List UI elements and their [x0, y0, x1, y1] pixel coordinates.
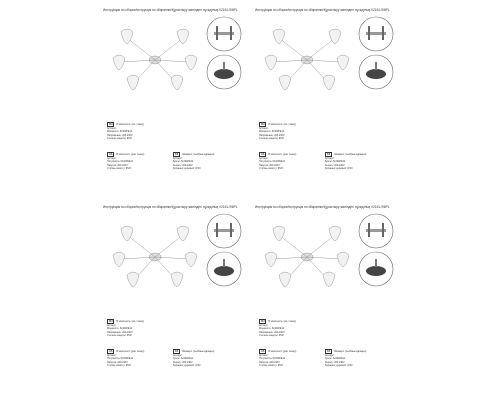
block-line: Артикул:	[107, 127, 117, 130]
canopy-detail-circle	[358, 251, 394, 287]
mounting-detail-circle	[358, 16, 394, 52]
text-block-ru	[107, 319, 144, 338]
block-line: Артикул:	[325, 354, 335, 357]
canopy-detail-circle	[206, 251, 242, 287]
block-line: Кернеу: 220-240V	[173, 360, 193, 364]
block-line: Жинақта: (сызбаны қараңыз)	[334, 350, 367, 353]
chandelier-illustration	[107, 219, 203, 295]
block-line: Қуаты: 6x40W/E14	[173, 160, 194, 164]
block-line: Қуаты: 6x40W/E14	[325, 357, 346, 361]
instruction-card	[255, 8, 487, 188]
text-block-ru	[259, 122, 296, 141]
block-line: Степень защиты: IP20	[107, 137, 132, 141]
card-title: Инструкция по сборке/Інструкція по збиранню/Құрастыру жөніндегі нұсқаулық V2161-9/6PL	[103, 8, 238, 12]
mounting-detail-circle	[358, 213, 394, 249]
block-line: Напруга: 220-240V	[107, 163, 128, 167]
block-line: Кернеу: 220-240V	[325, 163, 345, 167]
chandelier-illustration	[107, 22, 203, 98]
block-line: Напряжение: 220-240V	[107, 330, 133, 334]
text-block-ru	[259, 319, 296, 338]
text-block-ru	[107, 122, 144, 141]
block-line: Мощность: 6x40W/E14	[259, 327, 285, 331]
card-title: Инструкция по сборке/Інструкція по збиранню/Құрастыру жөніндегі нұсқаулық V2161-9/6PL	[103, 205, 238, 209]
text-block-kz	[325, 349, 366, 368]
lang-badge: UA	[261, 350, 265, 353]
block-line: Степень защиты: IP20	[259, 137, 284, 141]
text-block-kz	[173, 152, 214, 171]
block-line: Қорғаныс дәрежесі: IP20	[325, 364, 353, 368]
block-line: Жинақта: (сызбаны қараңыз)	[182, 153, 215, 156]
block-line: В комплекте: (см. схему)	[116, 123, 144, 126]
block-line: Ступінь захисту: IP20	[259, 167, 283, 171]
block-line: Жинақта: (сызбаны қараңыз)	[182, 350, 215, 353]
text-block-ua	[259, 152, 296, 171]
block-line: Напруга: 220-240V	[259, 360, 280, 364]
lang-badge: KZ	[327, 350, 331, 353]
block-line: В комплекте: (см. схему)	[268, 123, 296, 126]
block-line: Ступінь захисту: IP20	[107, 167, 131, 171]
block-line: Артикул:	[173, 157, 183, 160]
block-line: Артикул:	[173, 354, 183, 357]
block-line: Мощность: 6x40W/E14	[259, 130, 285, 134]
text-block-ua	[259, 349, 296, 368]
block-line: В комплекті: (див. схему)	[116, 350, 145, 353]
block-line: Напруга: 220-240V	[107, 360, 128, 364]
block-line: Қорғаныс дәрежесі: IP20	[173, 364, 201, 368]
block-line: Потужність: 6x40W/E14	[259, 357, 286, 361]
card-title: Инструкция по сборке/Інструкція по збиранню/Құрастыру жөніндегі нұсқаулық V2161-9/6PL	[255, 8, 390, 12]
block-line: В комплекте: (см. схему)	[268, 320, 296, 323]
block-line: Напряжение: 220-240V	[107, 133, 133, 137]
block-line: Степень защиты: IP20	[259, 334, 284, 338]
block-line: Артикул:	[259, 324, 269, 327]
block-line: Напряжение: 220-240V	[259, 330, 285, 334]
block-line: Артикул:	[325, 157, 335, 160]
block-line: Артикул:	[259, 354, 269, 357]
chandelier-illustration	[259, 219, 355, 295]
instruction-card	[255, 205, 487, 385]
block-line: Ступінь захисту: IP20	[107, 364, 131, 368]
block-line: Қуаты: 6x40W/E14	[173, 357, 194, 361]
block-line: В комплекті: (див. схему)	[116, 153, 145, 156]
block-line: Потужність: 6x40W/E14	[259, 160, 286, 164]
canopy-detail-circle	[358, 54, 394, 90]
block-line: Степень защиты: IP20	[107, 334, 132, 338]
lang-badge: UA	[109, 350, 113, 353]
block-line: Потужність: 6x40W/E14	[107, 357, 134, 361]
lang-badge: RU	[109, 123, 113, 126]
block-line: Артикул:	[107, 157, 117, 160]
text-block-ua	[107, 152, 144, 171]
block-line: Қуаты: 6x40W/E14	[325, 160, 346, 164]
block-line: Кернеу: 220-240V	[325, 360, 345, 364]
block-line: Қорғаныс дәрежесі: IP20	[325, 167, 353, 171]
block-line: Артикул:	[259, 157, 269, 160]
block-line: Артикул:	[107, 354, 117, 357]
card-title: Инструкция по сборке/Інструкція по збиранню/Құрастыру жөніндегі нұсқаулық V2161-9/6PL	[255, 205, 390, 209]
lang-badge: KZ	[327, 153, 331, 156]
lang-badge: KZ	[175, 153, 179, 156]
block-line: Напряжение: 220-240V	[259, 133, 285, 137]
lang-badge: RU	[109, 320, 113, 323]
block-line: Кернеу: 220-240V	[173, 163, 193, 167]
mounting-detail-circle	[206, 16, 242, 52]
block-line: Артикул:	[107, 324, 117, 327]
canopy-detail-circle	[206, 54, 242, 90]
chandelier-illustration	[259, 22, 355, 98]
lang-badge: UA	[109, 153, 113, 156]
block-line: Напруга: 220-240V	[259, 163, 280, 167]
block-line: Қорғаныс дәрежесі: IP20	[173, 167, 201, 171]
block-line: Артикул:	[259, 127, 269, 130]
text-block-kz	[325, 152, 366, 171]
block-line: Мощность: 6x40W/E14	[107, 130, 133, 134]
lang-badge: RU	[261, 123, 265, 126]
lang-badge: UA	[261, 153, 265, 156]
block-line: В комплекті: (див. схему)	[268, 153, 297, 156]
block-line: В комплекте: (см. схему)	[116, 320, 144, 323]
text-block-kz	[173, 349, 214, 368]
text-block-ua	[107, 349, 144, 368]
block-line: Мощность: 6x40W/E14	[107, 327, 133, 331]
lang-badge: RU	[261, 320, 265, 323]
block-line: Жинақта: (сызбаны қараңыз)	[334, 153, 367, 156]
block-line: Ступінь захисту: IP20	[259, 364, 283, 368]
block-line: В комплекті: (див. схему)	[268, 350, 297, 353]
block-line: Потужність: 6x40W/E14	[107, 160, 134, 164]
lang-badge: KZ	[175, 350, 179, 353]
mounting-detail-circle	[206, 213, 242, 249]
